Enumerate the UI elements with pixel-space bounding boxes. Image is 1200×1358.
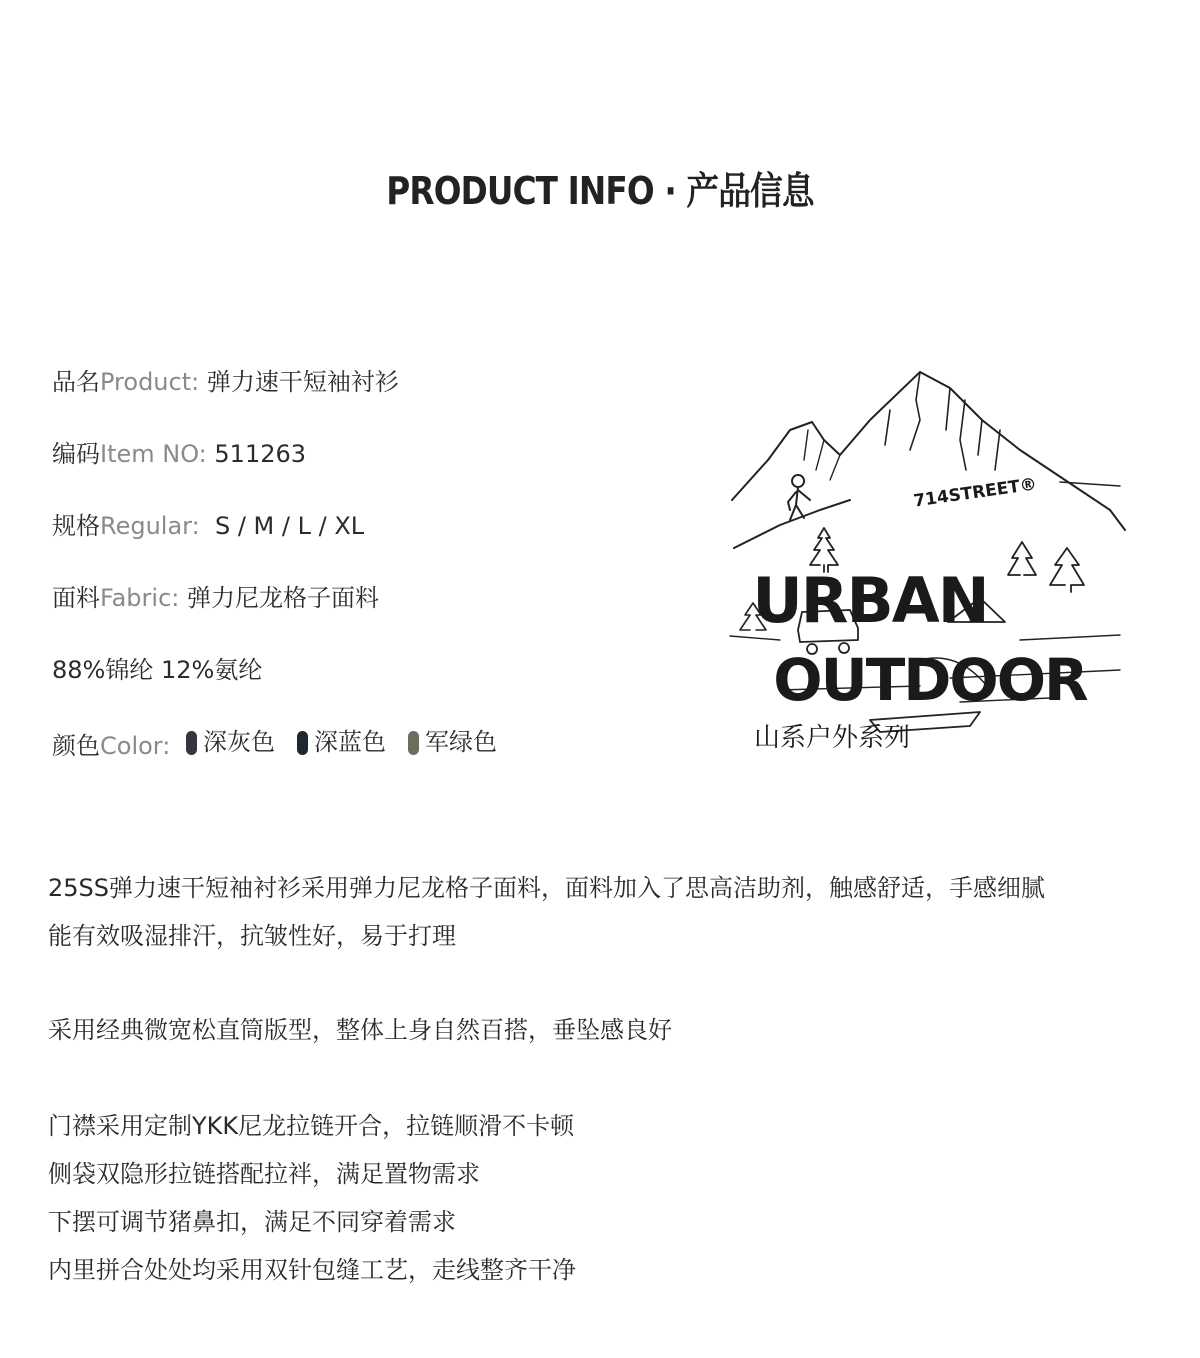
description-line: 能有效吸湿排汗，抗皱性好，易于打理 [48, 922, 456, 950]
spec-label-cn: 颜色 [52, 732, 100, 760]
spec-color [52, 724, 519, 796]
description-line: 采用经典微宽松直筒版型，整体上身自然百搭，垂坠感良好 [48, 1016, 672, 1044]
spec-item-no [52, 436, 519, 508]
spec-label-cn: 面料 [52, 584, 100, 612]
description-paragraph-1 [48, 864, 1045, 960]
spec-label-cn: 品名 [52, 368, 100, 396]
spec-value: 弹力尼龙格子面料 [187, 584, 379, 612]
color-label: 深灰色 [202, 728, 275, 756]
color-options [186, 724, 519, 760]
spec-label-en: Product: [100, 368, 207, 396]
illustration-word-outdoor: OUTDOOR [773, 646, 1087, 714]
illustration-word-urban: URBAN [752, 564, 988, 637]
mountain-ridge [734, 500, 850, 548]
spec-composition: 88%锦纶 12%氨纶 [52, 656, 263, 684]
spec-label-en: Item NO: [100, 440, 215, 468]
spec-label-en: Fabric: [100, 584, 187, 612]
page-title: PRODUCT INFO · 产品信息 [386, 169, 814, 213]
spec-regular [52, 508, 519, 580]
illustration-series: 山系户外系列 [753, 723, 911, 753]
spec-value: 511263 [214, 440, 307, 468]
spec-fabric [52, 580, 519, 652]
color-label: 深蓝色 [313, 728, 386, 756]
color-label: 军绿色 [424, 728, 497, 756]
description-line: 侧袋双隐形拉链搭配拉袢，满足置物需求 [48, 1160, 480, 1188]
description-line: 下摆可调节猪鼻扣，满足不同穿着需求 [48, 1208, 456, 1236]
hiker [788, 475, 810, 520]
spec-label-en: Color: [100, 732, 178, 760]
description-line: 门襟采用定制YKK尼龙拉链开合，拉链顺滑不卡顿 [48, 1112, 575, 1140]
spec-label-en: Regular: [100, 512, 208, 540]
color-swatch [408, 731, 419, 755]
spec-label-cn: 编码 [52, 440, 100, 468]
illustration-brand: 714STREET® [912, 474, 1039, 512]
spec-value: S / M / L / XL [207, 512, 365, 540]
spec-list [52, 364, 519, 796]
description-line: 内里拼合处处均采用双针包缝工艺，走线整齐干净 [48, 1256, 576, 1284]
color-option-dark-gray [186, 724, 275, 760]
pine-tree [1008, 542, 1036, 575]
description-line: 25SS弹力速干短袖衬衫采用弹力尼龙格子面料，面料加入了思高洁助剂，触感舒适，手感细腻 [48, 874, 1046, 902]
color-swatch [186, 731, 197, 755]
description-paragraph-2 [48, 1006, 672, 1054]
color-option-army-green [408, 724, 497, 760]
description-paragraph-3 [48, 1102, 576, 1294]
pine-tree [1050, 548, 1084, 592]
color-swatch [297, 731, 308, 755]
color-option-navy [297, 724, 386, 760]
spec-value: 弹力速干短袖衬衫 [206, 368, 399, 396]
spec-product [52, 364, 519, 436]
spec-label-cn: 规格 [52, 512, 100, 540]
urban-outdoor-illustration [720, 360, 1140, 760]
